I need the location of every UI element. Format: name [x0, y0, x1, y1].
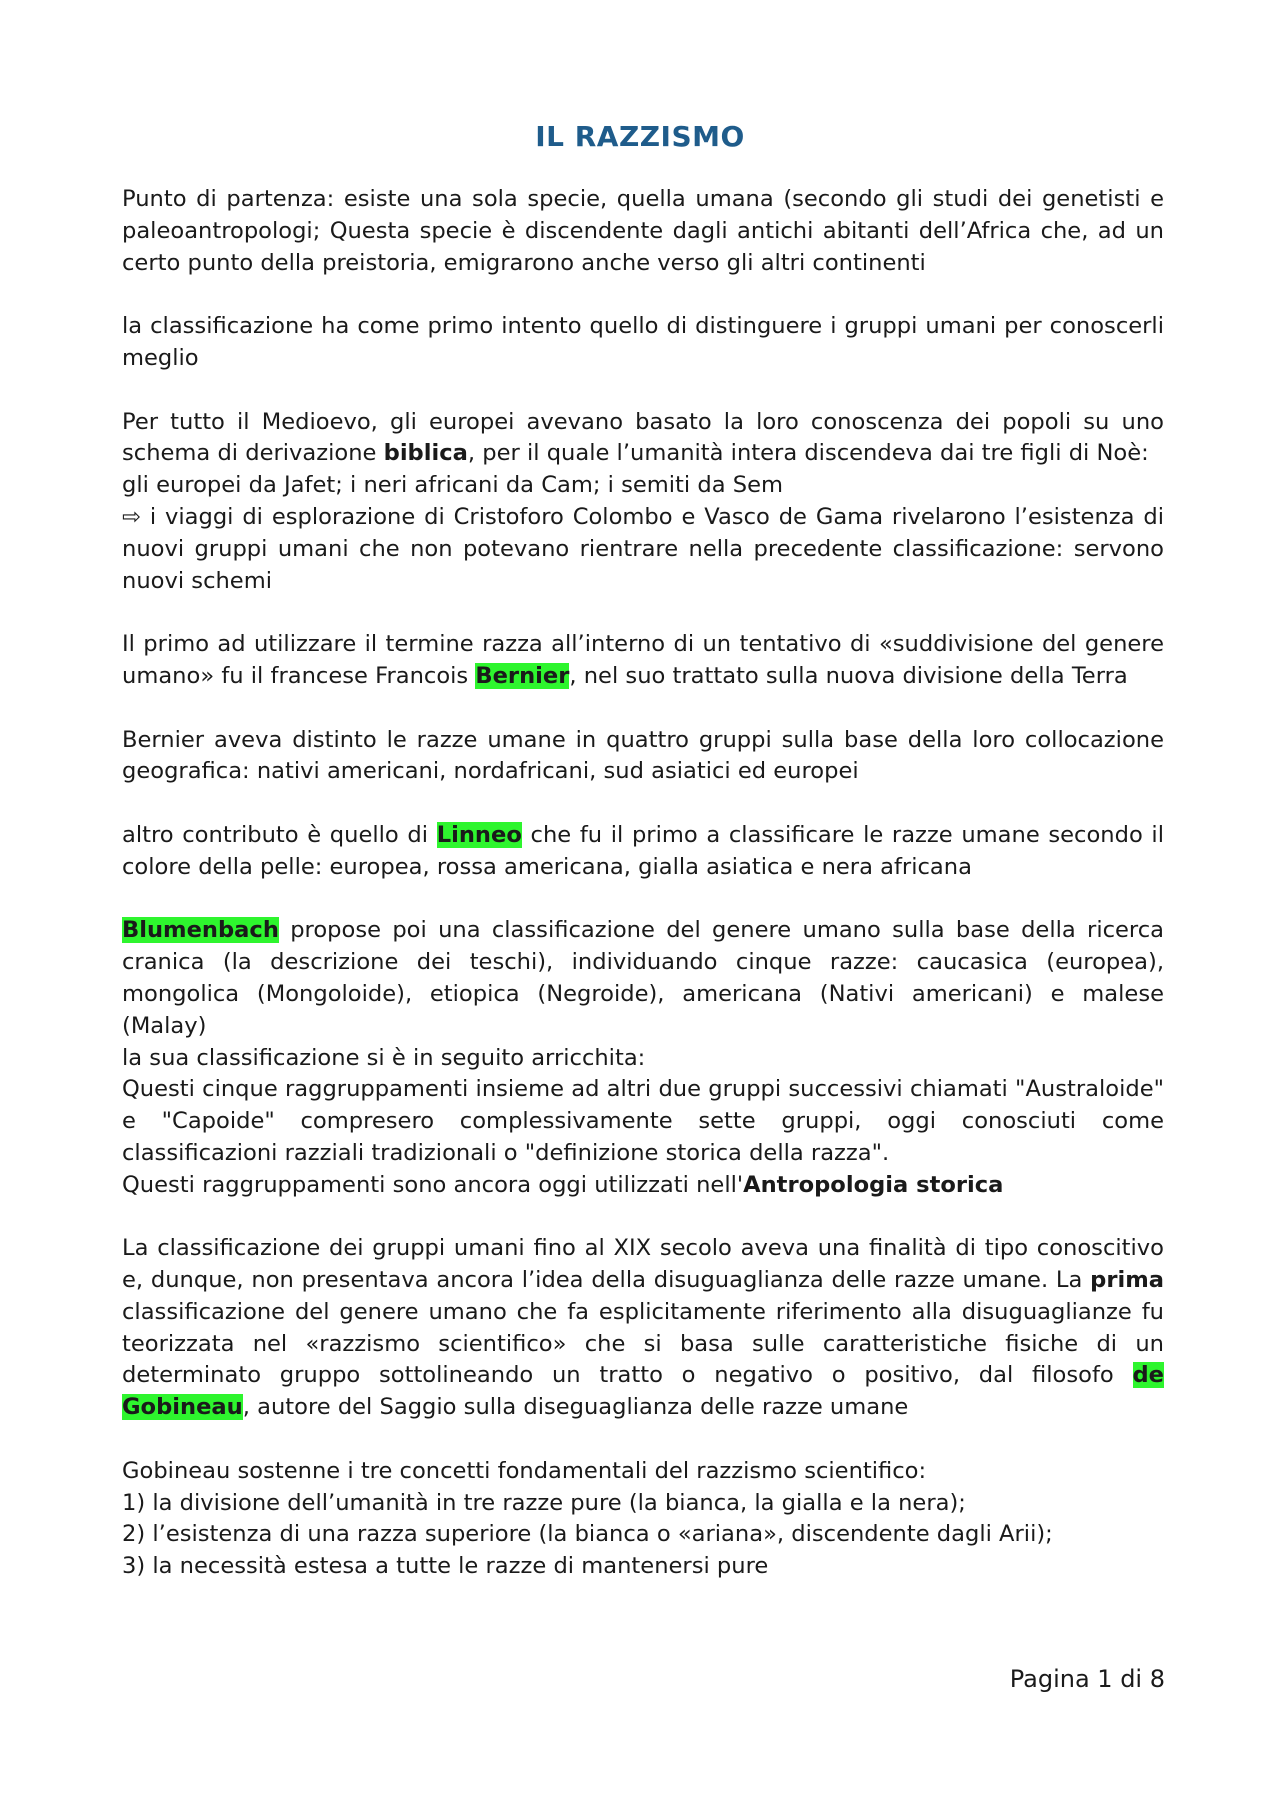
linneo-text-b: che fu il primo a classificare le razze umane secondo il colore della pelle: europea, rossa americana, gialla asiatica e nera africana [122, 821, 1164, 880]
paragraph-classification: la classificazione ha come primo intento quello di distinguere i gruppi umani per conoscerli meglio [122, 313, 1164, 371]
highlight-blumenbach: Blumenbach [122, 917, 279, 944]
highlight-bernier: Bernier [475, 662, 570, 689]
blumenbach-text [122, 915, 1164, 1042]
page-number: Pagina 1 di 8 [1009, 1665, 1165, 1693]
paragraph-intro: Punto di partenza: esiste una sola specie, quella umana (secondo gli studi dei genetisti e paleoantropologi; Questa specie è discendente dagli antichi abitanti dell’Africa che, ad un certo punto della preistoria, emigrarono anche verso gli altri continenti [122, 186, 1164, 276]
paragraph-gobineau [122, 1233, 1164, 1424]
paragraph-bernier-races: Bernier aveva distinto le razze umane in quattro gruppi sulla base della loro collocazione geografica: nativi americani, nordafricani, sud asiatici ed europei [122, 726, 1164, 785]
paragraph-linneo [122, 820, 1164, 884]
highlight-linneo: Linneo [436, 821, 522, 848]
list-item: 1) la divisione dell’umanità in tre razze pure (la bianca, la gialla e la nera); [122, 1489, 966, 1516]
gobineau-text-b: classificazione del genere umano che fa esplicitamente riferimento alla disuguaglianze fu teorizzata nel «razzismo scientifico» che si basa sulle caratteristiche fisiche di un determinato gruppo sottolineando un tratto o negativo o positivo, dal filosofo [122, 1298, 1164, 1389]
gobineau-text-a: La classificazione dei gruppi umani fino al XIX secolo aveva una finalità di tipo conoscitivo e, dunque, non presentava ancora l’idea della disuguaglianza delle razze umane. La [122, 1235, 1164, 1294]
medioevo-text [122, 407, 1164, 471]
paragraph-bernier [122, 629, 1164, 693]
medioevo-text-a: Per tutto il Medioevo, gli europei avevano basato la loro conoscenza dei popoli su uno schema di derivazione [122, 408, 1164, 467]
bernier-text-a: Il primo ad utilizzare il termine razza all’interno di un tentativo di «suddivisione del genere umano» fu il francese Francois [122, 631, 1164, 689]
medioevo-line2: gli europei da Jafet; i neri africani da Cam; i semiti da Sem [122, 472, 783, 499]
paragraph-blumenbach [122, 915, 1164, 1201]
list-item: 3) la necessità estesa a tutte le razze di mantenersi pure [122, 1553, 769, 1580]
arrow-icon: ⇨ [122, 503, 141, 530]
concepts-intro: Gobineau sostenne i tre concetti fondamentali del razzismo scientifico: [122, 1457, 927, 1484]
medioevo-line3 [122, 502, 1164, 597]
bold-antropologia: Antropologia storica [743, 1171, 1004, 1198]
bold-prima: prima [1090, 1267, 1164, 1294]
linneo-text-a: altro contributo è quello di [122, 821, 437, 848]
bernier-text-b: , nel suo trattato sulla nuova divisione della Terra [569, 662, 1128, 689]
medioevo-text-b: , per il quale l’umanità intera discendeva dai tre figli di Noè: [467, 440, 1149, 467]
bold-biblica: biblica [383, 440, 468, 467]
gobineau-text-c: , autore del Saggio sulla diseguaglianza delle razze umane [242, 1394, 909, 1421]
blumenbach-line3: Questi cinque raggruppamenti insieme ad altri due gruppi successivi chiamati "Australoide" e "Capoide" compresero complessivamente sette gruppi, oggi conosciuti come classificazioni razziali tradizionali o "definizione storica della razza". [122, 1076, 1164, 1166]
paragraph-concepts [122, 1456, 1164, 1583]
blumenbach-line4 [122, 1170, 1164, 1202]
blumenbach-line2: la sua classificazione si è in seguito arricchita: [122, 1044, 646, 1071]
blumenbach-text-a: propose poi una classificazione del genere umano sulla base della ricerca cranica (la descrizione dei teschi), individuando cinque razze: caucasica (europea), mongolica (Mongoloide), etiopica (Negroide), americana (Nativi americani) e malese (Malay) [122, 917, 1164, 1039]
highlight-gobineau: de Gobineau [122, 1362, 1164, 1421]
blumenbach-line4-text: Questi raggruppamenti sono ancora oggi utilizzati nell' [122, 1171, 744, 1198]
paragraph-medioevo [122, 407, 1164, 598]
list-item: 2) l’esistenza di una razza superiore (la bianca o «ariana», discendente dagli Arii); [122, 1521, 1053, 1548]
page-title: IL RAZZISMO [535, 120, 745, 153]
document-body [122, 184, 1164, 1583]
medioevo-line3-text: i viaggi di esplorazione di Cristoforo Colombo e Vasco de Gama rivelarono l’esistenza di nuovi gruppi umani che non potevano rientrare nella precedente classificazione: servono nuovi schemi [122, 503, 1164, 594]
